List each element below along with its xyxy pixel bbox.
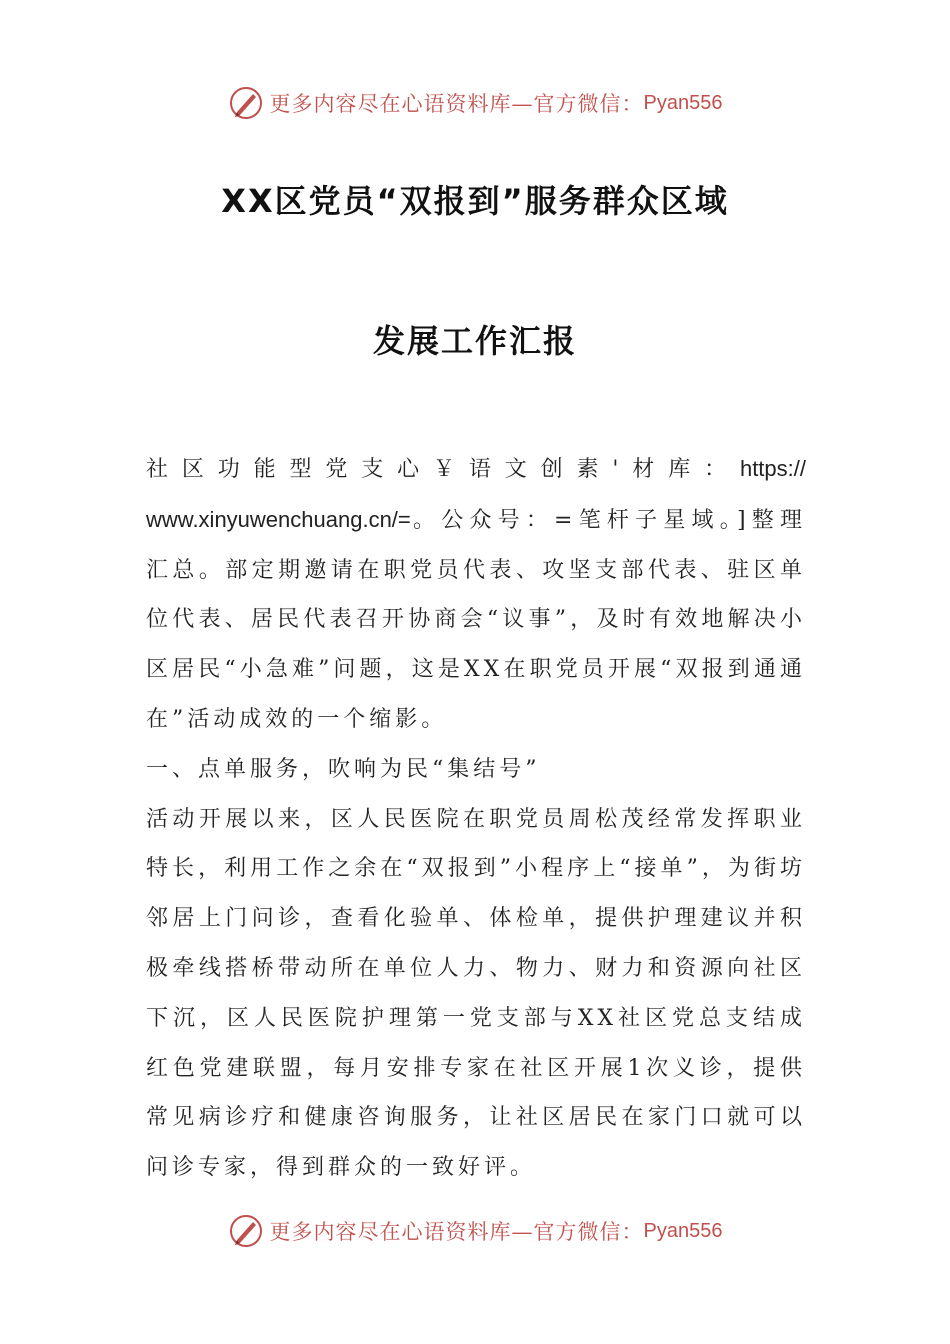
paragraph-1-line-2-text: 。公众号：=笔杆子星域。]整理 (410, 507, 806, 533)
paragraph-2: 活动开展以来，区人民医院在职党员周松茂经常发挥职业特长，利用工作之余在“双报到”小程序上“接单”，为街坊邻居上门问诊，查看化验单、体检单，提供护理建议并积极牵线搭桥带动所在单位人力、物力、财力和资源向社区下沉，区人民医院护理第一党支部与XX社区党总支结成红色党建联盟，每月安排专家在社区开展1次义诊，提供常见病诊疗和健康咨询服务，让社区居民在家门口就可以问诊专家，得到群众的一致好评。 (146, 806, 806, 1181)
paragraph-1-url-domain: www.xinyuwenchuang.cn/= (146, 506, 411, 532)
document-title-line-2: 发展工作汇报 (372, 322, 577, 360)
paragraph-1-line-1 (146, 444, 806, 495)
watermark-header (0, 84, 950, 122)
pen-logo-icon (228, 1213, 264, 1249)
paragraph-1-line-1-text: 社区功能型党支心￥语文创素'材库： (146, 457, 740, 482)
section-heading-1: 一、点单服务，吹响为民“集结号” (146, 756, 541, 782)
paragraph-1-line-2 (146, 495, 806, 546)
watermark-wechat-id: Pyan556 (643, 1219, 723, 1242)
watermark-footer (0, 1212, 950, 1250)
paragraph-1-rest: 汇总。部定期邀请在职党员代表、攻坚支部代表、驻区单位代表、居民代表召开协商会“议事”，及时有效地解决小区居民“小急难”问题，这是XX在职党员开展“双报到通通在”活动成效的一个缩影。 (146, 557, 806, 732)
watermark-wechat-id: Pyan556 (643, 91, 723, 114)
watermark-text: 更多内容尽在心语资料库—官方微信： (269, 1220, 644, 1244)
paragraph-1-url-part: https:// (739, 456, 806, 481)
pen-logo-icon (228, 85, 264, 121)
document-title-line-1: XX区党员“双报到”服务群众区域 (221, 182, 729, 220)
document-body (146, 444, 806, 1193)
watermark-text: 更多内容尽在心语资料库—官方微信： (269, 92, 644, 116)
